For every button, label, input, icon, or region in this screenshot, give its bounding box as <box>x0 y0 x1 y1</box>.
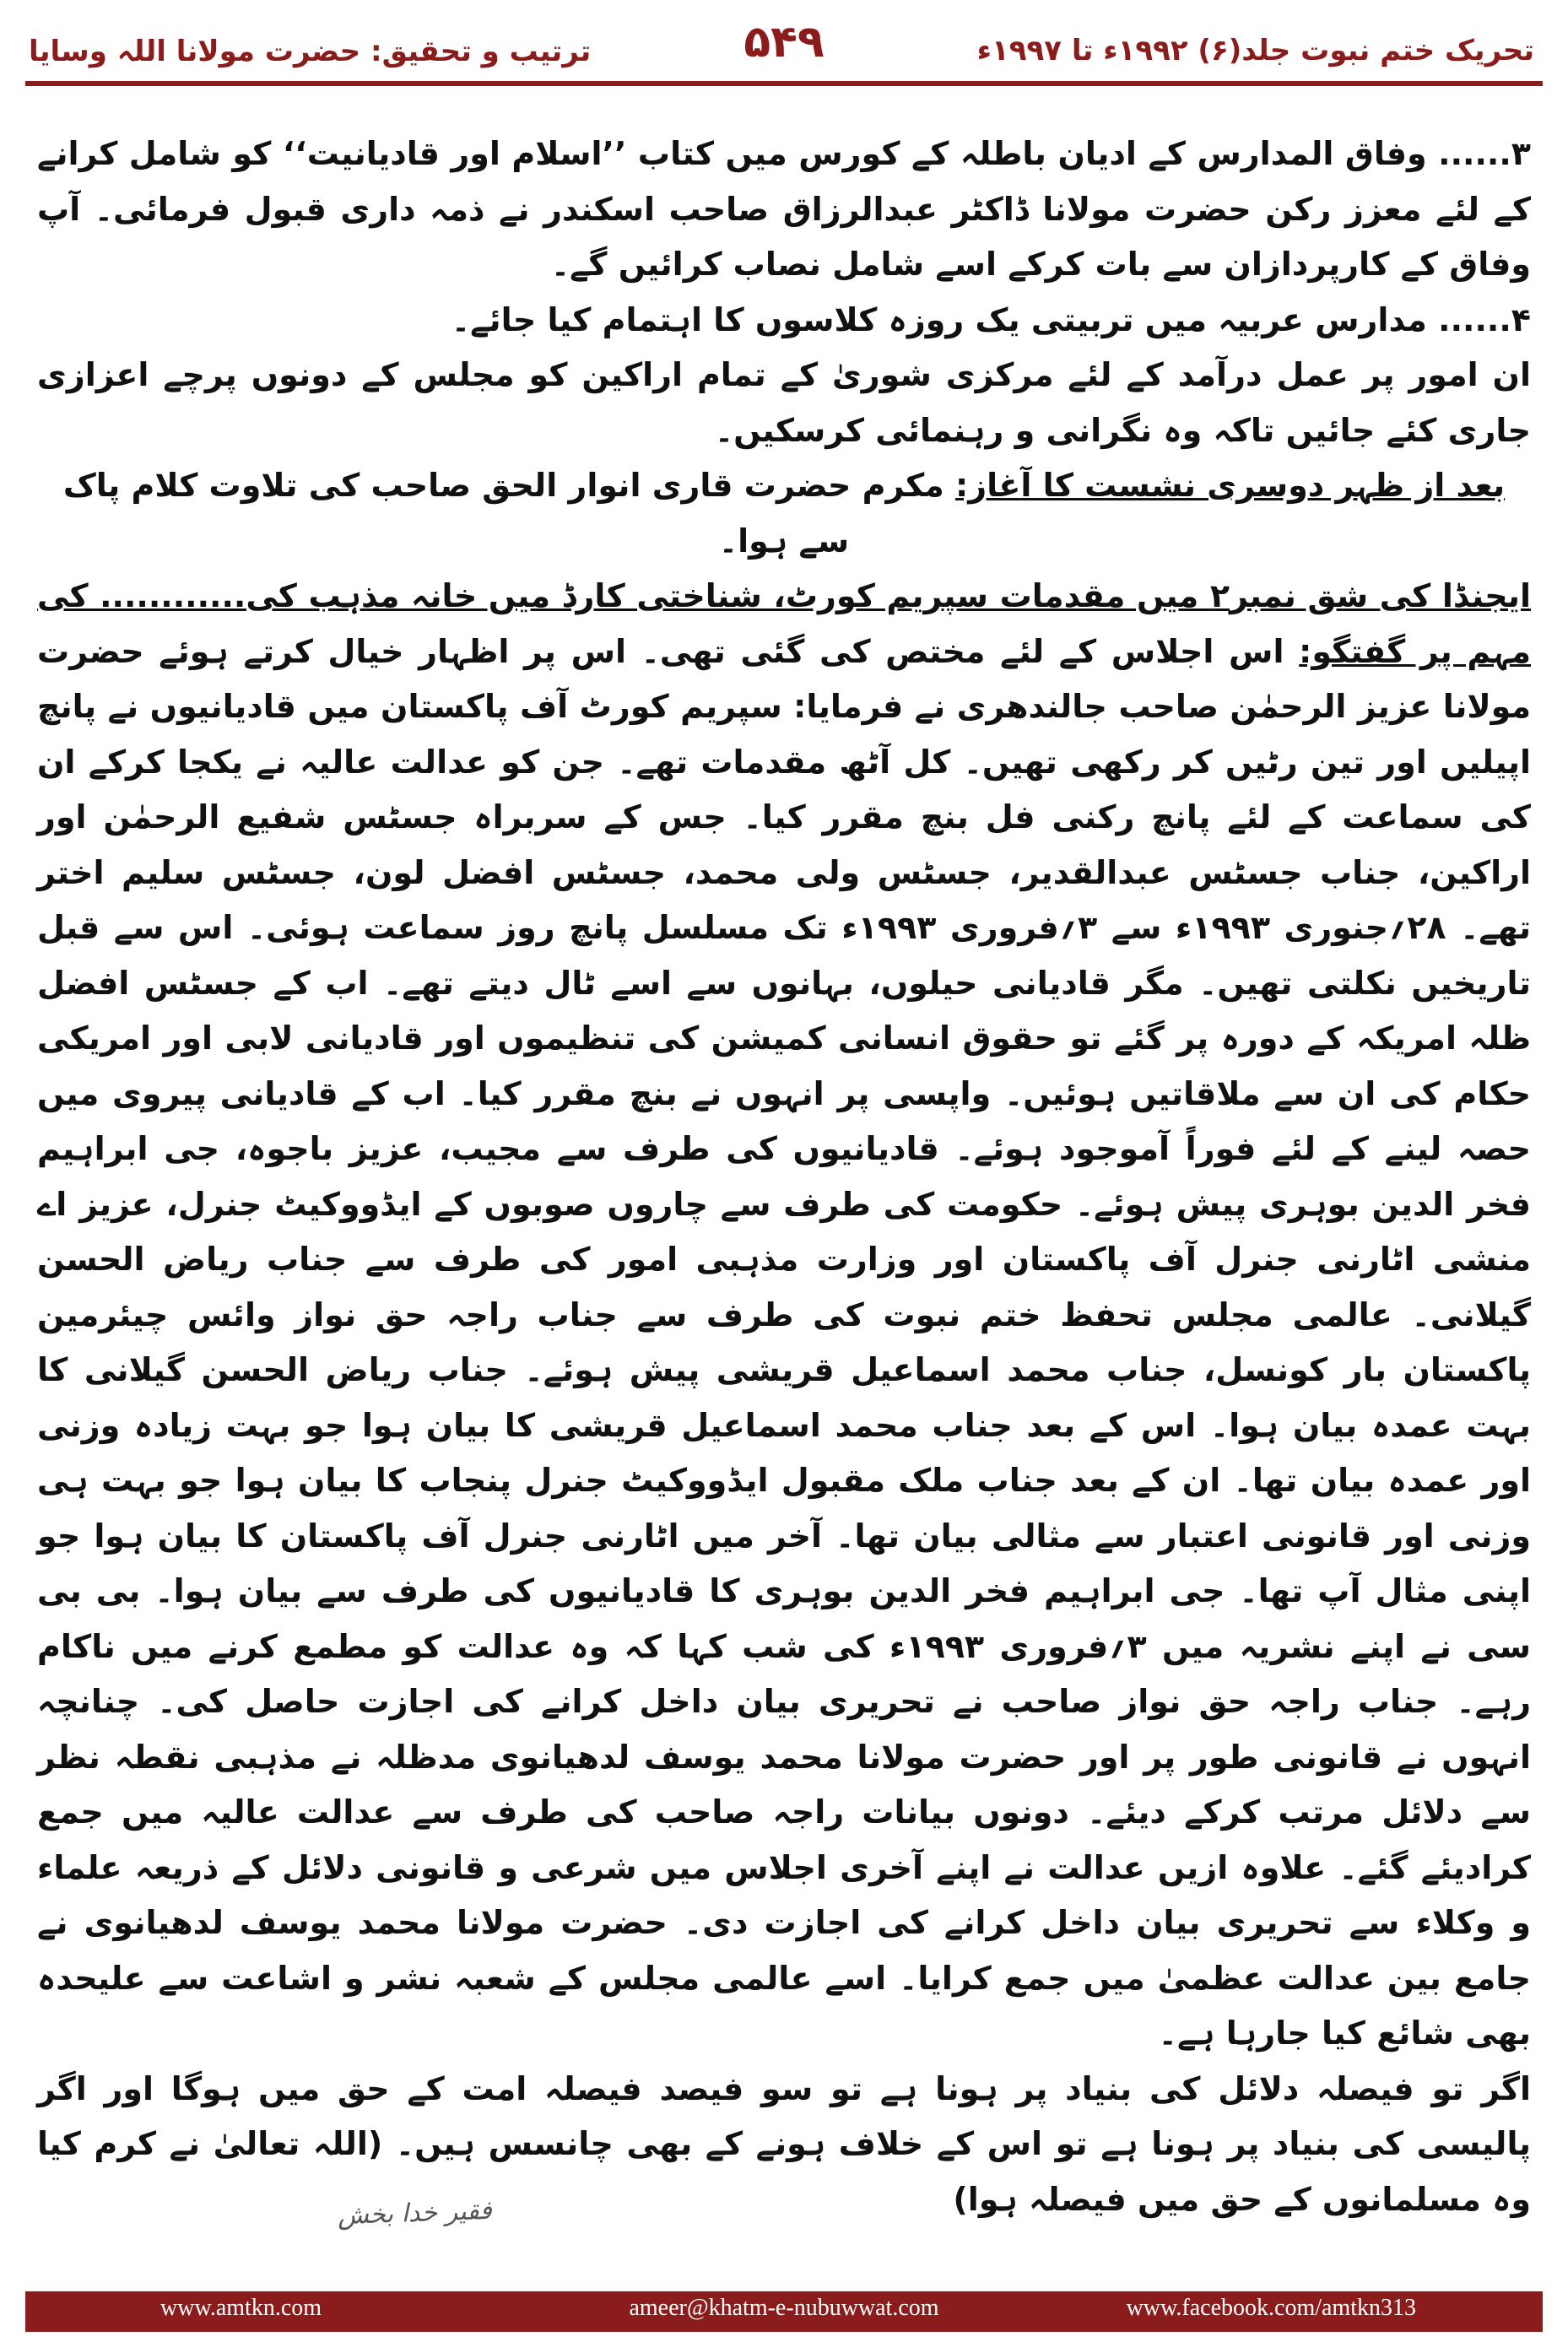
facebook-link[interactable]: www.facebook.com/amtkn313 <box>1126 2295 1416 2321</box>
followup-paragraph: ان امور پر عمل درآمد کے لئے مرکزی شوریٰ کے تمام اراکین کو مجلس کے دونوں پرچے اعزازی جاری کئے جائیں تاکہ وہ نگرانی و رہنمائی کرسکیں۔ <box>37 356 1531 449</box>
session-two-heading: بعد از ظہر دوسری نشست کا آغاز: <box>955 467 1506 504</box>
page-body <box>37 127 1531 2227</box>
item-number: ۳...... <box>1438 135 1531 172</box>
page-footer <box>25 2291 1543 2332</box>
agenda-paragraph <box>37 569 1531 2062</box>
page-number: ۵۴۹ <box>743 17 825 68</box>
compiler-credit: ترتیب و تحقیق: حضرت مولانا اللہ وسایا <box>29 35 592 68</box>
book-title: تحریک ختم نبوت جلد(۶) ۱۹۹۲ء تا ۱۹۹۷ء <box>976 34 1534 68</box>
item-number: ۴...... <box>1438 300 1531 338</box>
list-item-4 <box>37 293 1531 349</box>
session-two-paragraph <box>37 458 1531 569</box>
item-text: وفاق المدارس کے ادیان باطلہ کے کورس میں کتاب ’’اسلام اور قادیانیت‘‘ کو شامل کرانے کے لئے معزز رکن حضرت مولانا ڈاکٹر عبدالرزاق صاحب اسکندر نے ذمہ داری قبول فرمائی۔ آپ وفاق کے کارپردازان سے بات کرکے اسے شامل نصاب کرائیں گے۔ <box>37 135 1531 283</box>
agenda-heading: ایجنڈا کی شق نمبر۲ میں مقدمات سپریم کورٹ، شناختی کارڈ میں خانہ مذہب کی............ کی مہم پر گفتگو: <box>37 577 1531 670</box>
website-link[interactable]: www.amtkn.com <box>160 2295 322 2321</box>
closing-paragraph: اگر تو فیصلہ دلائل کی بنیاد پر ہونا ہے تو سو فیصد فیصلہ امت کے حق میں ہوگا اور اگر پالیسی کی بنیاد پر ہونا ہے تو اس کے خلاف ہونے کے بھی چانسس ہیں۔ (اللہ تعالیٰ نے کرم کیا وہ مسلمانوں کے حق میں فیصلہ ہوا) <box>37 2069 1531 2218</box>
item-text: مدارس عربیہ میں تربیتی یک روزہ کلاسوں کا اہتمام کیا جائے۔ <box>451 300 1427 338</box>
page-header <box>0 0 1568 78</box>
session-two-text: مکرم حضرت قاری انوار الحق صاحب کی تلاوت کلام پاک سے ہوا۔ <box>62 467 944 560</box>
signature: فقیر خدا بخش <box>337 2195 493 2231</box>
list-item-3 <box>37 127 1531 293</box>
agenda-text: اس اجلاس کے لئے مختص کی گئی تھی۔ اس پر اظہار خیال کرتے ہوئے حضرت مولانا عزیز الرحمٰن صاحب جالندھری نے فرمایا: سپریم کورٹ آف پاکستان میں قادیانیوں نے پانچ اپیلیں اور تین رٹیں کر رکھی تھیں۔ کل آٹھ مقدمات تھے۔ جن کو عدالت عالیہ نے یکجا کرکے ان کی سماعت کے لئے پانچ رکنی فل بنچ مقرر کیا۔ جس کے سربراہ جسٹس شفیع الرحمٰن اور اراکین، جناب جسٹس عبدالقدیر، جسٹس ولی محمد، جسٹس افضل لون، جسٹس سلیم اختر تھے۔ ۲۸؍جنوری ۱۹۹۳ء سے ۳؍فروری ۱۹۹۳ء تک مسلسل پانچ روز سماعت ہوئی۔ اس سے قبل تاریخیں نکلتی تھیں۔ مگر قادیانی حیلوں، بہانوں سے اسے ٹال دیتے تھے۔ اب کے جسٹس افضل ظلہ امریکہ کے دورہ پر گئے تو حقوق انسانی کمیشن کی تنظیموں اور قادیانی لابی اور امریکی حکام کی ان سے ملاقاتیں ہوئیں۔ واپسی پر انہوں نے بنچ مقرر کیا۔ اب کے قادیانی پیروی میں حصہ لینے کے لئے فوراً آموجود ہوئے۔ قادیانیوں کی طرف سے مجیب، عزیز باجوہ، جی ابراہیم فخر الدین بوہری پیش ہوئے۔ حکومت کی طرف سے چاروں صوبوں کے ایڈووکیٹ جنرل، عزیز اے منشی اٹارنی جنرل آف پاکستان اور وزارت مذہبی امور کی طرف سے جناب ریاض الحسن گیلانی۔ عالمی مجلس تحفظ ختم نبوت کی طرف سے جناب راجہ حق نواز وائس چیئرمین پاکستان بار کونسل، جناب محمد اسماعیل قریشی پیش ہوئے۔ جناب ریاض الحسن گیلانی کا بہت عمدہ بیان ہوا۔ اس کے بعد جناب محمد اسماعیل قریشی کا بیان ہوا جو بہت زیادہ وزنی اور عمدہ بیان تھا۔ ان کے بعد جناب ملک مقبول ایڈووکیٹ جنرل پنجاب کا بیان ہوا جو بہت ہی وزنی اور قانونی اعتبار سے مثالی بیان تھا۔ آخر میں اٹارنی جنرل آف پاکستان کا بیان ہوا جو اپنی مثال آپ تھا۔ جی ابراہیم فخر الدین بوہری کا قادیانیوں کی طرف سے بیان ہوا۔ بی بی سی نے اپنے نشریہ میں ۳؍فروری ۱۹۹۳ء کی شب کہا کہ وہ عدالت کو مطمع کرنے میں ناکام رہے۔ جناب راجہ حق نواز صاحب نے تحریری بیان داخل کرانے کی اجازت حاصل کی۔ چنانچہ انہوں نے قانونی طور پر اور حضرت مولانا محمد یوسف لدھیانوی مدظلہ نے مذہبی نقطہ نظر سے دلائل مرتب کرکے دیئے۔ دونوں بیانات راجہ صاحب کی طرف سے عدالت عالیہ میں جمع کرادیئے گئے۔ علاوہ ازیں عدالت نے اپنے آخری اجلاس میں شرعی و قانونی دلائل کے ذریعہ علماء و وکلاء سے تحریری بیان داخل کرانے کی اجازت دی۔ حضرت مولانا محمد یوسف لدھیانوی نے جامع بین عدالت عظمیٰ میں جمع کرایا۔ اسے عالمی مجلس کے شعبہ نشر و اشاعت سے علیحدہ بھی شائع کیا جارہا ہے۔ <box>37 632 1531 2052</box>
email-link[interactable]: ameer@khatm-e-nubuwwat.com <box>629 2295 939 2321</box>
header-rule <box>25 81 1543 86</box>
